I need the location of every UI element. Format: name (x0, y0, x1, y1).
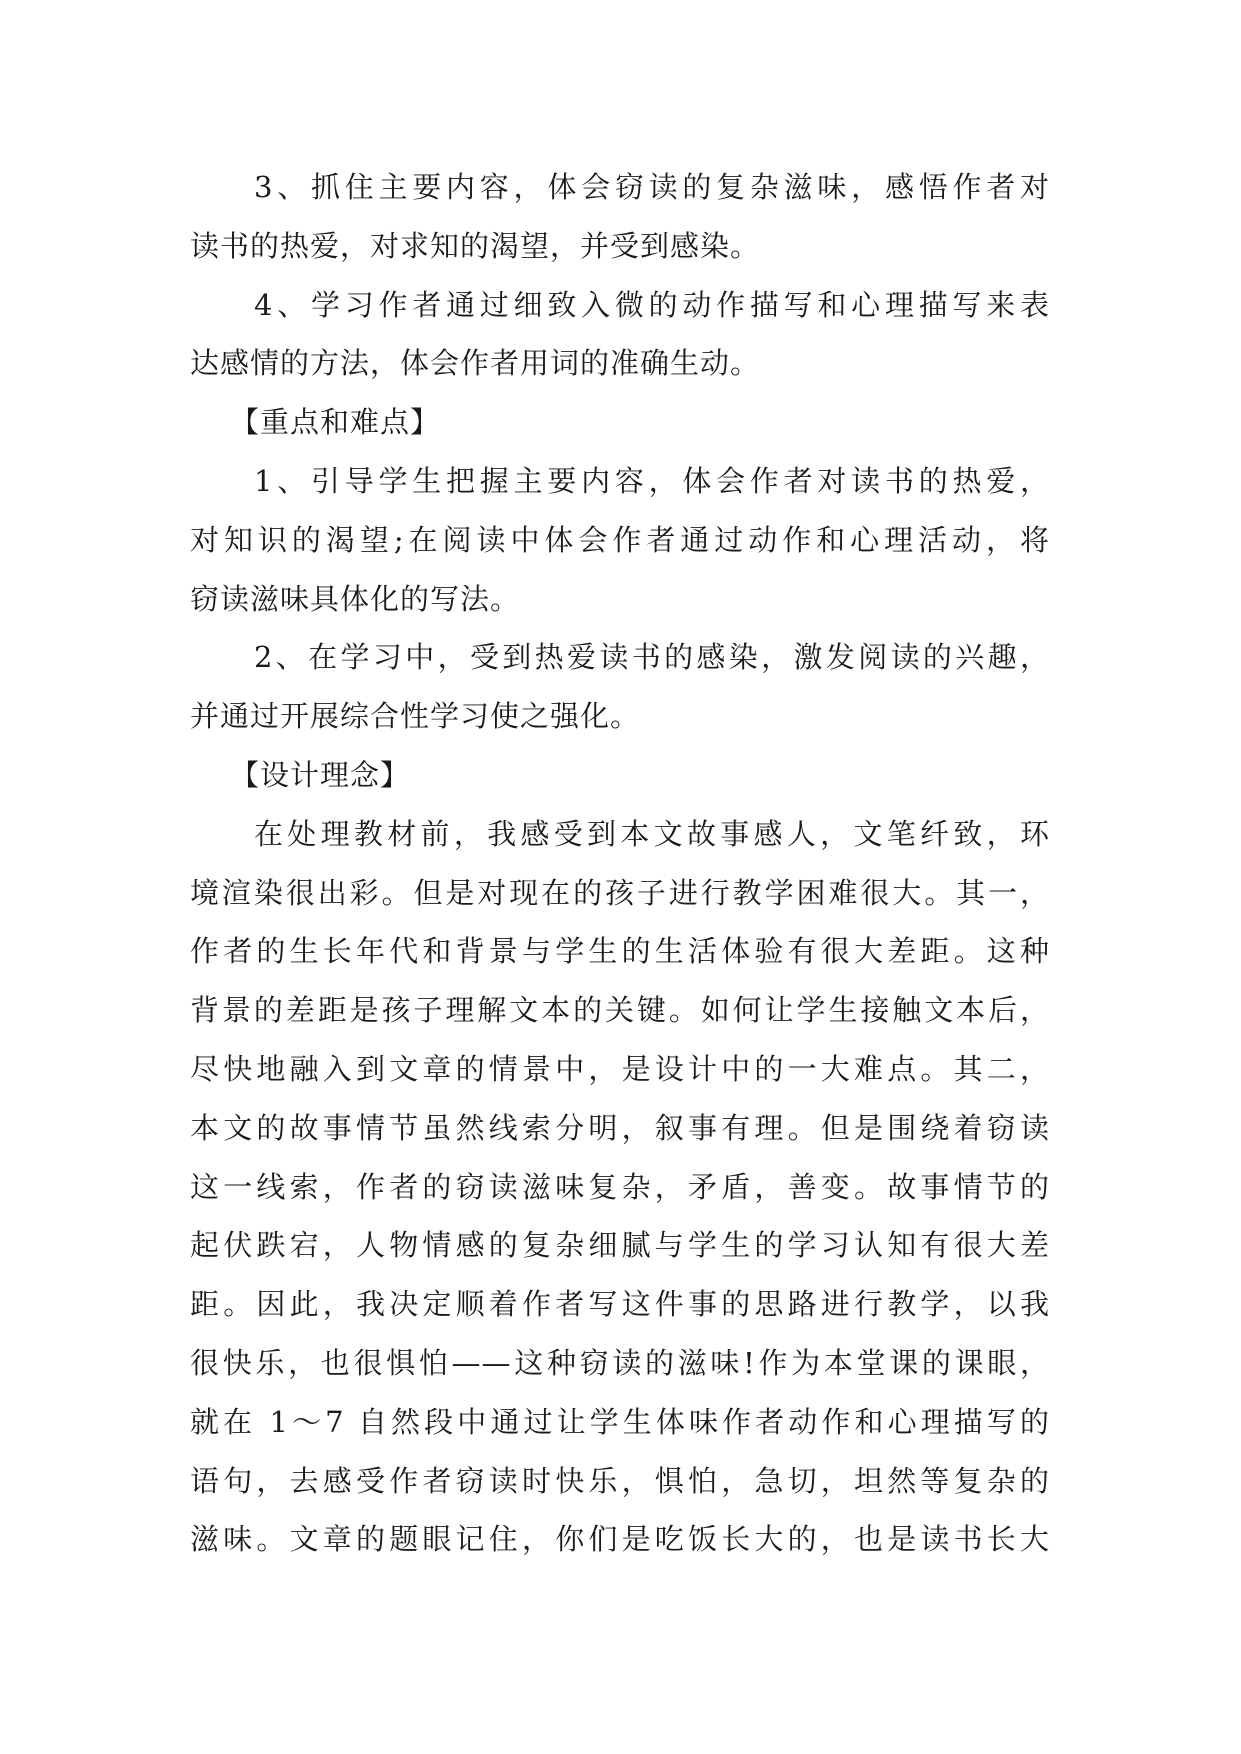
text-line: 读书的热爱，对求知的渴望，并受到感染。 (190, 228, 761, 263)
text-line: 在处理教材前，我感受到本文故事感人，文笔纤致，环 (254, 816, 1050, 851)
text-line: 达感情的方法，体会作者用词的准确生动。 (190, 346, 761, 381)
section-heading: 【设计理念】 (230, 757, 411, 792)
text-line: 尽快地融入到文章的情景中，是设计中的一大难点。其二， (190, 1051, 1050, 1086)
text-line: 窃读滋味具体化的写法。 (190, 581, 521, 616)
text-line: 背景的差距是孩子理解文本的关键。如何让学生接触文本后， (190, 993, 1050, 1028)
text-line: 滋味。文章的题眼记住，你们是吃饭长大的，也是读书长大 (190, 1522, 1050, 1557)
text-line: 就在 1～7 自然段中通过让学生体味作者动作和心理描写的 (190, 1404, 1050, 1439)
text-line: 作者的生长年代和背景与学生的生活体验有很大差距。这种 (190, 934, 1050, 969)
text-line: 起伏跌宕，人物情感的复杂细腻与学生的学习认知有很大差 (190, 1228, 1050, 1263)
text-line: 本文的故事情节虽然线索分明，叙事有理。但是围绕着窃读 (190, 1110, 1050, 1145)
text-line: 3、抓住主要内容，体会窃读的复杂滋味，感悟作者对 (254, 170, 1050, 204)
text-line: 语句，去感受作者窃读时快乐，惧怕，急切，坦然等复杂的 (190, 1463, 1050, 1498)
text-line: 4、学习作者通过细致入微的动作描写和心理描写来表 (254, 287, 1050, 322)
text-line: 这一线索，作者的窃读滋味复杂，矛盾，善变。故事情节的 (190, 1169, 1050, 1204)
text-line: 并通过开展综合性学习使之强化。 (190, 699, 641, 734)
text-line: 1、引导学生把握主要内容，体会作者对读书的热爱， (254, 463, 1050, 498)
text-line: 对知识的渴望;在阅读中体会作者通过动作和心理活动，将 (190, 522, 1050, 557)
document-page (190, 158, 1050, 1569)
text-line: 距。因此，我决定顺着作者写这件事的思路进行教学，以我 (190, 1287, 1050, 1322)
section-heading: 【重点和难点】 (230, 405, 441, 440)
text-line: 境渲染很出彩。但是对现在的孩子进行教学困难很大。其一， (190, 875, 1050, 910)
text-line: 很快乐，也很惧怕——这种窃读的滋味!作为本堂课的课眼， (190, 1345, 1050, 1380)
text-line: 2、在学习中，受到热爱读书的感染，激发阅读的兴趣， (254, 640, 1050, 675)
